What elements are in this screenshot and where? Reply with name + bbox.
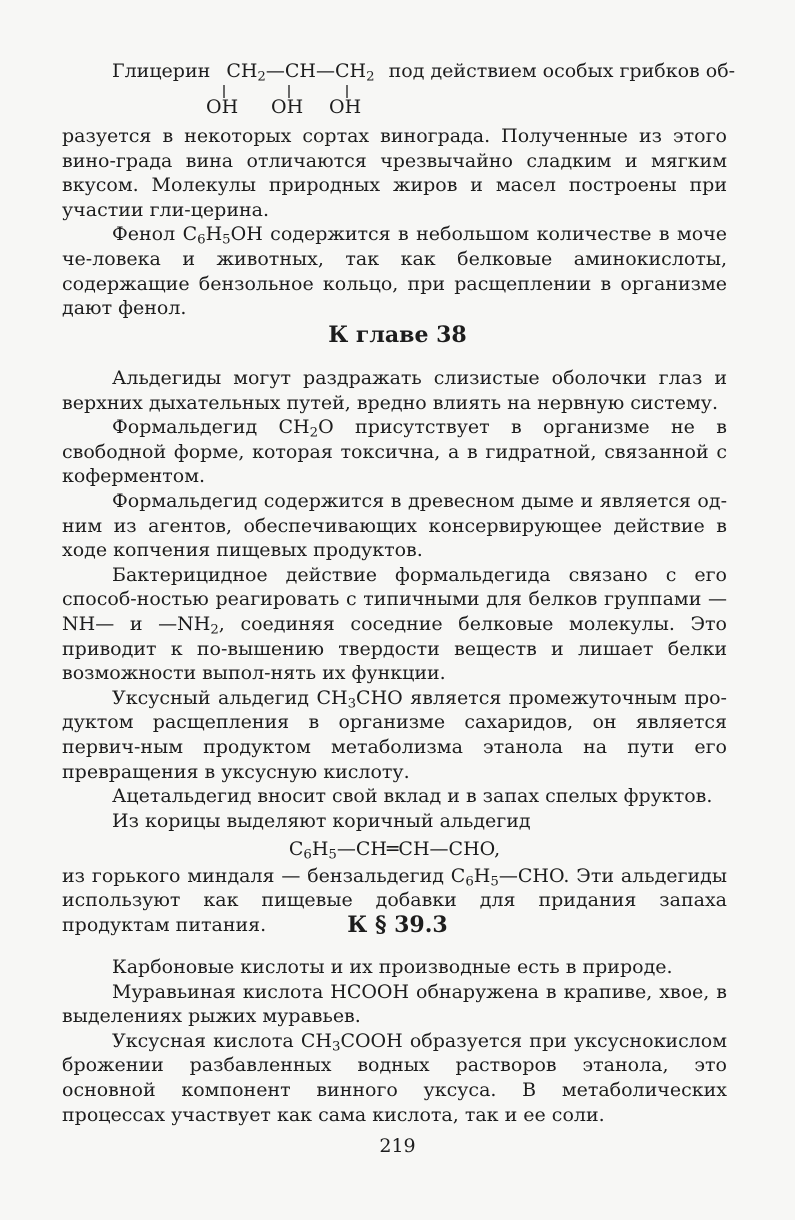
page-number: 219 — [379, 1135, 416, 1157]
ch2-group-2: CH — [335, 60, 367, 82]
paragraph-formic-acid: Муравьиная кислота HCOOH обнаружена в крапиве, хвое, в выделениях рыжих муравьев. — [62, 980, 727, 1028]
paragraph-carboxylic: Карбоновые кислоты и их производные есть в природе. — [112, 956, 673, 978]
glycerin-bonds — [0, 82, 795, 122]
ch-group: CH — [284, 60, 316, 82]
paragraph-bactericidal: Бактерицидное действие формальдегида связано с его способ-ностью реагировать с типичными для белков группами —NH— и $—NH_2$, соединяя соседние белковые молекулы. Это приводит к по-вышению твердости веществ и лишает белки возможности выпол-нять их функции. — [62, 563, 727, 685]
oh-group-3: OH — [329, 96, 362, 118]
glycerin-formula — [112, 60, 736, 85]
ch2-group-1: CH — [226, 60, 258, 82]
paragraph-formaldehyde-2: Формальдегид содержится в древесном дыме и является од-ним из агентов, обеспечивающих консервирующее действие в ходе копчения пищевых продуктов. — [62, 489, 727, 562]
text-block-1 — [62, 124, 727, 321]
paragraph-phenol: Фенол $C_6H_5OH$ содержится в небольшом количестве в моче че-ловека и животных, так как белковые аминокислоты, содержащие бензольное кольцо, при расщеплении в организме дают фенол. — [62, 223, 728, 320]
ch2-subscript-1: 2 — [257, 69, 266, 85]
glycerin-label: Глицерин — [112, 60, 211, 82]
paragraph-1: разуется в некоторых сортах винограда. Полученные из этого вино-града вина отличаются чрезвычайно сладким и мягким вкусом. Молекулы природных жиров и масел построены при участии гли-церина. — [62, 125, 727, 221]
oh-group-2: OH — [271, 96, 304, 118]
text-block-2 — [62, 366, 727, 938]
oh-group-1: OH — [206, 96, 239, 118]
formula-cinnamaldehyde: $C_6H_5—CH═CH—CHO$, — [288, 838, 501, 863]
paragraph-fruits: Ацетальдегид вносит свой вклад и в запах спелых фруктов. — [112, 785, 713, 808]
section-heading-2: К § 39.3 — [347, 912, 448, 938]
section-heading-1: К главе 38 — [328, 322, 467, 348]
ch2-subscript-2: 2 — [366, 69, 375, 85]
text-block-3 — [62, 955, 727, 1127]
glycerin-tail-text: под действием особых грибков об- — [388, 60, 736, 82]
glycerin-chain: $CH_2—CH—CH_2$ — [226, 60, 375, 85]
paragraph-aldehydes: Альдегиды могут раздражать слизистые оболочки глаз и верхних дыхательных путей, вредно влиять на нервную систему. — [62, 367, 727, 414]
paragraph-formaldehyde-1: Формальдегид $CH_2O$ присутствует в организме не в свободной форме, которая токсична, а в гидратной, связанной с коферментом. — [62, 416, 727, 488]
paragraph-acetaldehyde: Уксусный альдегид $CH_3CHO$ является промежуточным про-дуктом расщепления в организме сахаридов, он является первич-ным продуктом метаболизма этанола на пути его превращения в уксусную кислоту. — [62, 686, 727, 783]
paragraph-benzaldehyde: из горького миндаля — бензальдегид $C_6H_5—CHO$. Эти альдегиды используют как пищевые добавки для придания запаха продуктам питания. — [62, 864, 727, 937]
paragraph-cinnamon: Из корицы выделяют коричный альдегид — [112, 809, 531, 832]
paragraph-acetic-acid: Уксусная кислота $CH_3COOH$ образуется при уксуснокислом брожении разбавленных водных растворов этанола, это основной компонент винного уксуса. В метаболических процессах участвует как сама кислота, так и ее соли. — [62, 1029, 727, 1126]
